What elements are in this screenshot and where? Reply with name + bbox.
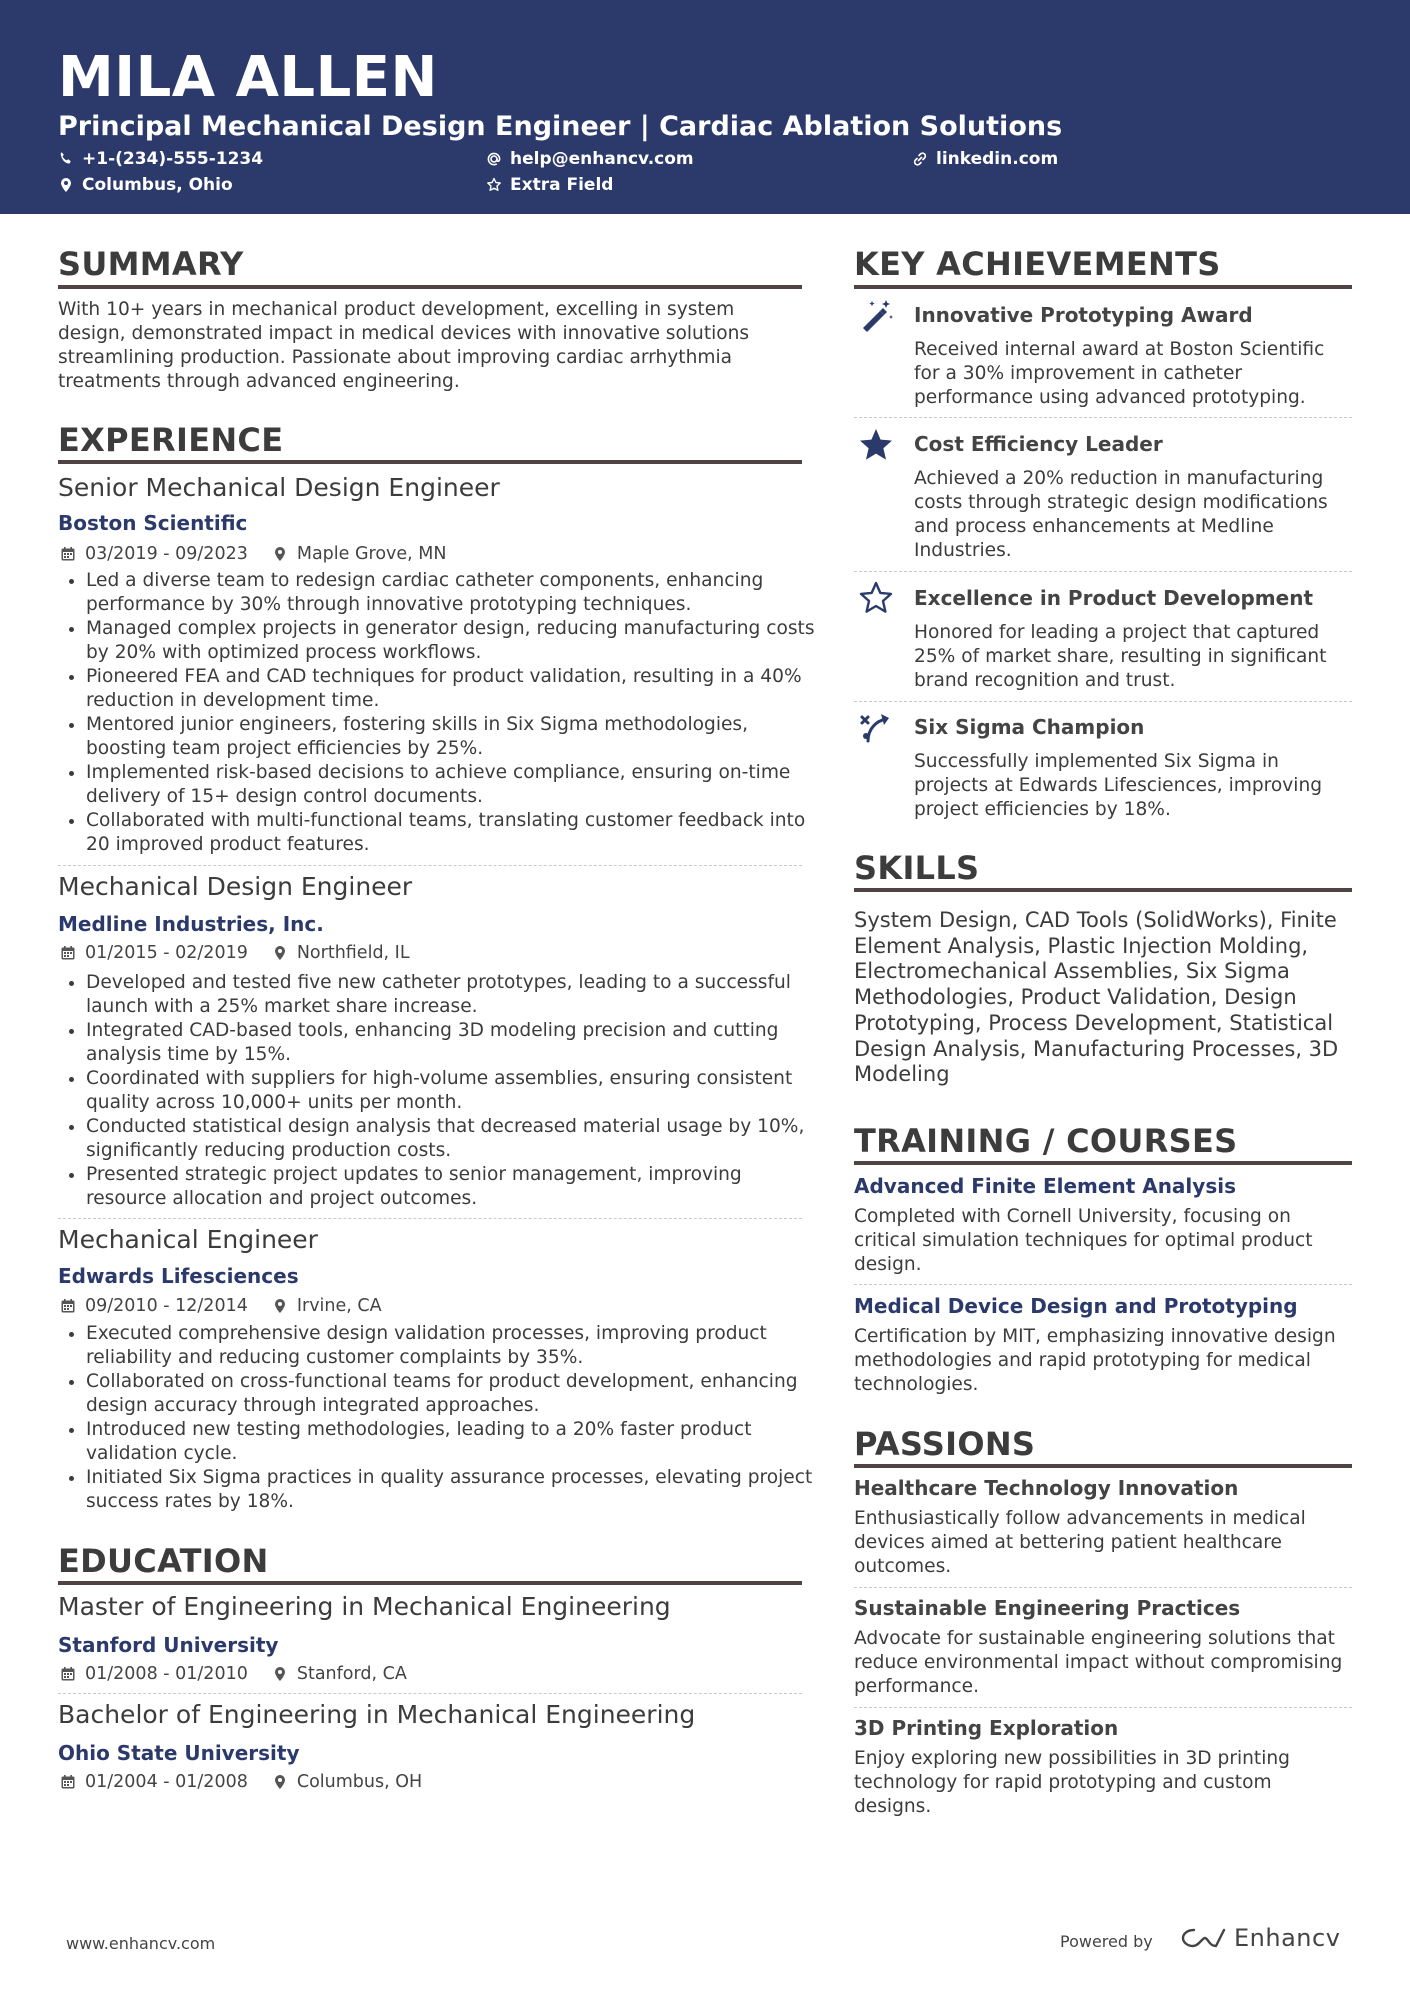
extra-text: Extra Field: [510, 175, 614, 195]
course-title: Advanced Finite Element Analysis: [854, 1174, 1236, 1198]
degree-title: Bachelor of Engineering in Mechanical Engineering: [58, 1700, 696, 1729]
enhancv-brand: Enhancv: [1234, 1924, 1341, 1952]
job-dates: 09/2010 - 12/2014: [85, 1296, 248, 1316]
location-pin-icon: [272, 1774, 288, 1790]
enhancv-logo-icon: [1180, 1925, 1228, 1951]
job-meta: [60, 942, 410, 964]
bullet: • Conducted statistical design analysis that decreased material usage by 10%, significantly reducing production costs.: [86, 1115, 828, 1163]
link-icon: [912, 151, 928, 167]
calendar-icon: [60, 1298, 76, 1314]
job-dates: 01/2015 - 02/2019: [85, 943, 248, 963]
summary-heading: SUMMARY: [58, 245, 244, 283]
bullet: • Pioneered FEA and CAD techniques for product validation, resulting in a 40% reduction in development time.: [86, 665, 828, 713]
summary-text: With 10+ years in mechanical product development, excelling in system design, demonstrated impact in medical devices with innovative solutions streamlining production. Passionate about improving cardiac arrhythmia treatments through advanced engineering.: [58, 299, 750, 392]
experience-heading: EXPERIENCE: [58, 421, 284, 459]
job-role: Senior Mechanical Design Engineer: [58, 473, 500, 502]
job-meta: [60, 543, 446, 565]
job-meta: [60, 1295, 382, 1317]
bullet: • Collaborated on cross-functional teams for product development, enhancing design accuracy through integrated approaches.: [86, 1370, 828, 1418]
resume-header: [0, 0, 1410, 214]
location-pin-icon: [58, 177, 74, 193]
education-divider: [58, 1693, 802, 1694]
achievement-text: Achieved a 20% reduction in manufacturing costs through strategic design modifications and process enhancements at Medline Industries.: [914, 468, 1328, 561]
training-rule: [854, 1161, 1352, 1165]
passion-text: Advocate for sustainable engineering solutions that reduce environmental impact without compromising performance.: [854, 1628, 1343, 1697]
passions-heading: PASSIONS: [854, 1425, 1036, 1463]
candidate-name: MILA ALLEN: [58, 45, 438, 110]
job-role: Mechanical Design Engineer: [58, 872, 413, 901]
passion-text: Enjoy exploring new possibilities in 3D printing technology for rapid prototyping and custom designs.: [854, 1748, 1290, 1817]
job-divider: [58, 1218, 802, 1219]
job-location: Maple Grove, MN: [296, 544, 447, 564]
school-name: Ohio State University: [58, 1741, 300, 1765]
phone-text: +1-(234)-555-1234: [82, 149, 264, 169]
bullet: • Coordinated with suppliers for high-volume assemblies, ensuring consistent quality across 10,000+ units per month.: [86, 1067, 828, 1115]
calendar-icon: [60, 945, 76, 961]
degree-title: Master of Engineering in Mechanical Engineering: [58, 1592, 671, 1621]
calendar-icon: [60, 546, 76, 562]
bullet: • Led a diverse team to redesign cardiac catheter components, enhancing performance by 30% through innovative prototyping techniques.: [86, 569, 828, 617]
job-location: Northfield, IL: [296, 943, 410, 963]
course-divider: [854, 1284, 1352, 1285]
job-bullets: [58, 1322, 828, 1514]
location-text: Columbus, Ohio: [82, 175, 233, 195]
bullet: • Presented strategic project updates to senior management, improving resource allocation and project outcomes.: [86, 1163, 828, 1211]
contact-email[interactable]: [486, 148, 694, 170]
location-pin-icon: [272, 945, 288, 961]
passion-divider: [854, 1587, 1352, 1588]
passion-divider: [854, 1707, 1352, 1708]
education-dates: 01/2008 - 01/2010: [85, 1664, 248, 1684]
job-company: Edwards Lifesciences: [58, 1264, 299, 1288]
bullet: • Collaborated with multi-functional teams, translating customer feedback into 20 improved product features.: [86, 809, 828, 857]
magic-wand-icon: [858, 297, 894, 333]
achievement-title: Cost Efficiency Leader: [914, 432, 1163, 456]
job-company: Boston Scientific: [58, 511, 248, 535]
course-text: Completed with Cornell University, focusing on critical simulation techniques for optimal product design.: [854, 1206, 1313, 1275]
contact-location: [58, 174, 233, 196]
bullet: • Executed comprehensive design validation processes, improving product reliability and reducing customer complaints by 35%.: [86, 1322, 828, 1370]
job-company: Medline Industries, Inc.: [58, 912, 324, 936]
bullet: • Mentored junior engineers, fostering skills in Six Sigma methodologies, boosting team project efficiencies by 25%.: [86, 713, 828, 761]
summary-rule: [58, 285, 802, 289]
achievement-text: Successfully implemented Six Sigma in projects at Edwards Lifesciences, improving project efficiencies by 18%.: [914, 751, 1323, 820]
achievements-heading: KEY ACHIEVEMENTS: [854, 245, 1221, 283]
school-name: Stanford University: [58, 1633, 279, 1657]
linkedin-text: linkedin.com: [936, 149, 1059, 169]
achievements-rule: [854, 285, 1352, 289]
bullet: • Developed and tested five new catheter prototypes, leading to a successful launch with a 25% market share increase.: [86, 971, 828, 1019]
star-icon: [486, 177, 502, 193]
star-outline-icon: [858, 580, 894, 616]
passion-text: Enthusiastically follow advancements in medical devices aimed at bettering patient healthcare outcomes.: [854, 1508, 1306, 1577]
achievement-title: Six Sigma Champion: [914, 715, 1145, 739]
course-text: Certification by MIT, emphasizing innovative design methodologies and rapid prototyping for medical technologies.: [854, 1326, 1336, 1395]
education-meta: [60, 1771, 422, 1793]
achievement-divider: [854, 417, 1352, 418]
achievement-title: Excellence in Product Development: [914, 586, 1314, 610]
job-divider: [58, 865, 802, 866]
achievement-divider: [854, 571, 1352, 572]
job-bullets: [58, 971, 828, 1211]
course-title: Medical Device Design and Prototyping: [854, 1294, 1298, 1318]
experience-rule: [58, 460, 802, 464]
job-location: Irvine, CA: [296, 1296, 382, 1316]
education-dates: 01/2004 - 01/2008: [85, 1772, 248, 1792]
email-text: help@enhancv.com: [510, 149, 694, 169]
enhancv-logo[interactable]: [1180, 1924, 1340, 1952]
phone-icon: [58, 151, 74, 167]
job-role: Mechanical Engineer: [58, 1225, 318, 1254]
footer-powered-by: Powered by: [1060, 1932, 1153, 1951]
education-rule: [58, 1581, 802, 1585]
at-icon: [486, 151, 502, 167]
strategy-icon: [858, 709, 894, 745]
contact-phone[interactable]: [58, 148, 263, 170]
calendar-icon: [60, 1666, 76, 1682]
bullet: • Introduced new testing methodologies, leading to a 20% faster product validation cycle.: [86, 1418, 828, 1466]
achievement-text: Honored for leading a project that captured 25% of market share, resulting in significant brand recognition and trust.: [914, 622, 1327, 691]
bullet: • Managed complex projects in generator design, reducing manufacturing costs by 20% with optimized process workflows.: [86, 617, 828, 665]
education-location: Columbus, OH: [296, 1772, 423, 1792]
bullet: • Integrated CAD-based tools, enhancing 3D modeling precision and cutting analysis time by 15%.: [86, 1019, 828, 1067]
education-location: Stanford, CA: [296, 1664, 407, 1684]
location-pin-icon: [272, 546, 288, 562]
skills-heading: SKILLS: [854, 849, 980, 887]
achievement-text: Received internal award at Boston Scientific for a 30% improvement in catheter performance using advanced prototyping.: [914, 339, 1325, 408]
contact-extra: [486, 174, 613, 196]
job-dates: 03/2019 - 09/2023: [85, 544, 248, 564]
location-pin-icon: [272, 1298, 288, 1314]
bullet: • Initiated Six Sigma practices in quality assurance processes, elevating project success rates by 18%.: [86, 1466, 828, 1514]
education-heading: EDUCATION: [58, 1542, 269, 1580]
passions-rule: [854, 1464, 1352, 1468]
skills-text: System Design, CAD Tools (SolidWorks), Finite Element Analysis, Plastic Injection Molding, Electromechanical Assemblies, Six Sigma Methodologies, Product Validation, Design Prototyping, Process Development, Statistical Design Analysis, Manufacturing Processes, 3D Modeling: [854, 908, 1339, 1087]
skills-rule: [854, 888, 1352, 892]
bullet: • Implemented risk-based decisions to achieve compliance, ensuring on-time delivery of 15+ design control documents.: [86, 761, 828, 809]
candidate-title: Principal Mechanical Design Engineer | Cardiac Ablation Solutions: [58, 111, 1063, 142]
job-bullets: [58, 569, 828, 857]
passion-title: Sustainable Engineering Practices: [854, 1596, 1241, 1620]
training-heading: TRAINING / COURSES: [854, 1122, 1238, 1160]
calendar-icon: [60, 1774, 76, 1790]
passion-title: 3D Printing Exploration: [854, 1716, 1119, 1740]
achievement-title: Innovative Prototyping Award: [914, 303, 1253, 327]
star-filled-icon: [858, 427, 894, 463]
location-pin-icon: [272, 1666, 288, 1682]
footer-website[interactable]: www.enhancv.com: [66, 1934, 216, 1953]
achievement-divider: [854, 701, 1352, 702]
education-meta: [60, 1663, 407, 1685]
contact-linkedin[interactable]: [912, 148, 1058, 170]
passion-title: Healthcare Technology Innovation: [854, 1476, 1239, 1500]
